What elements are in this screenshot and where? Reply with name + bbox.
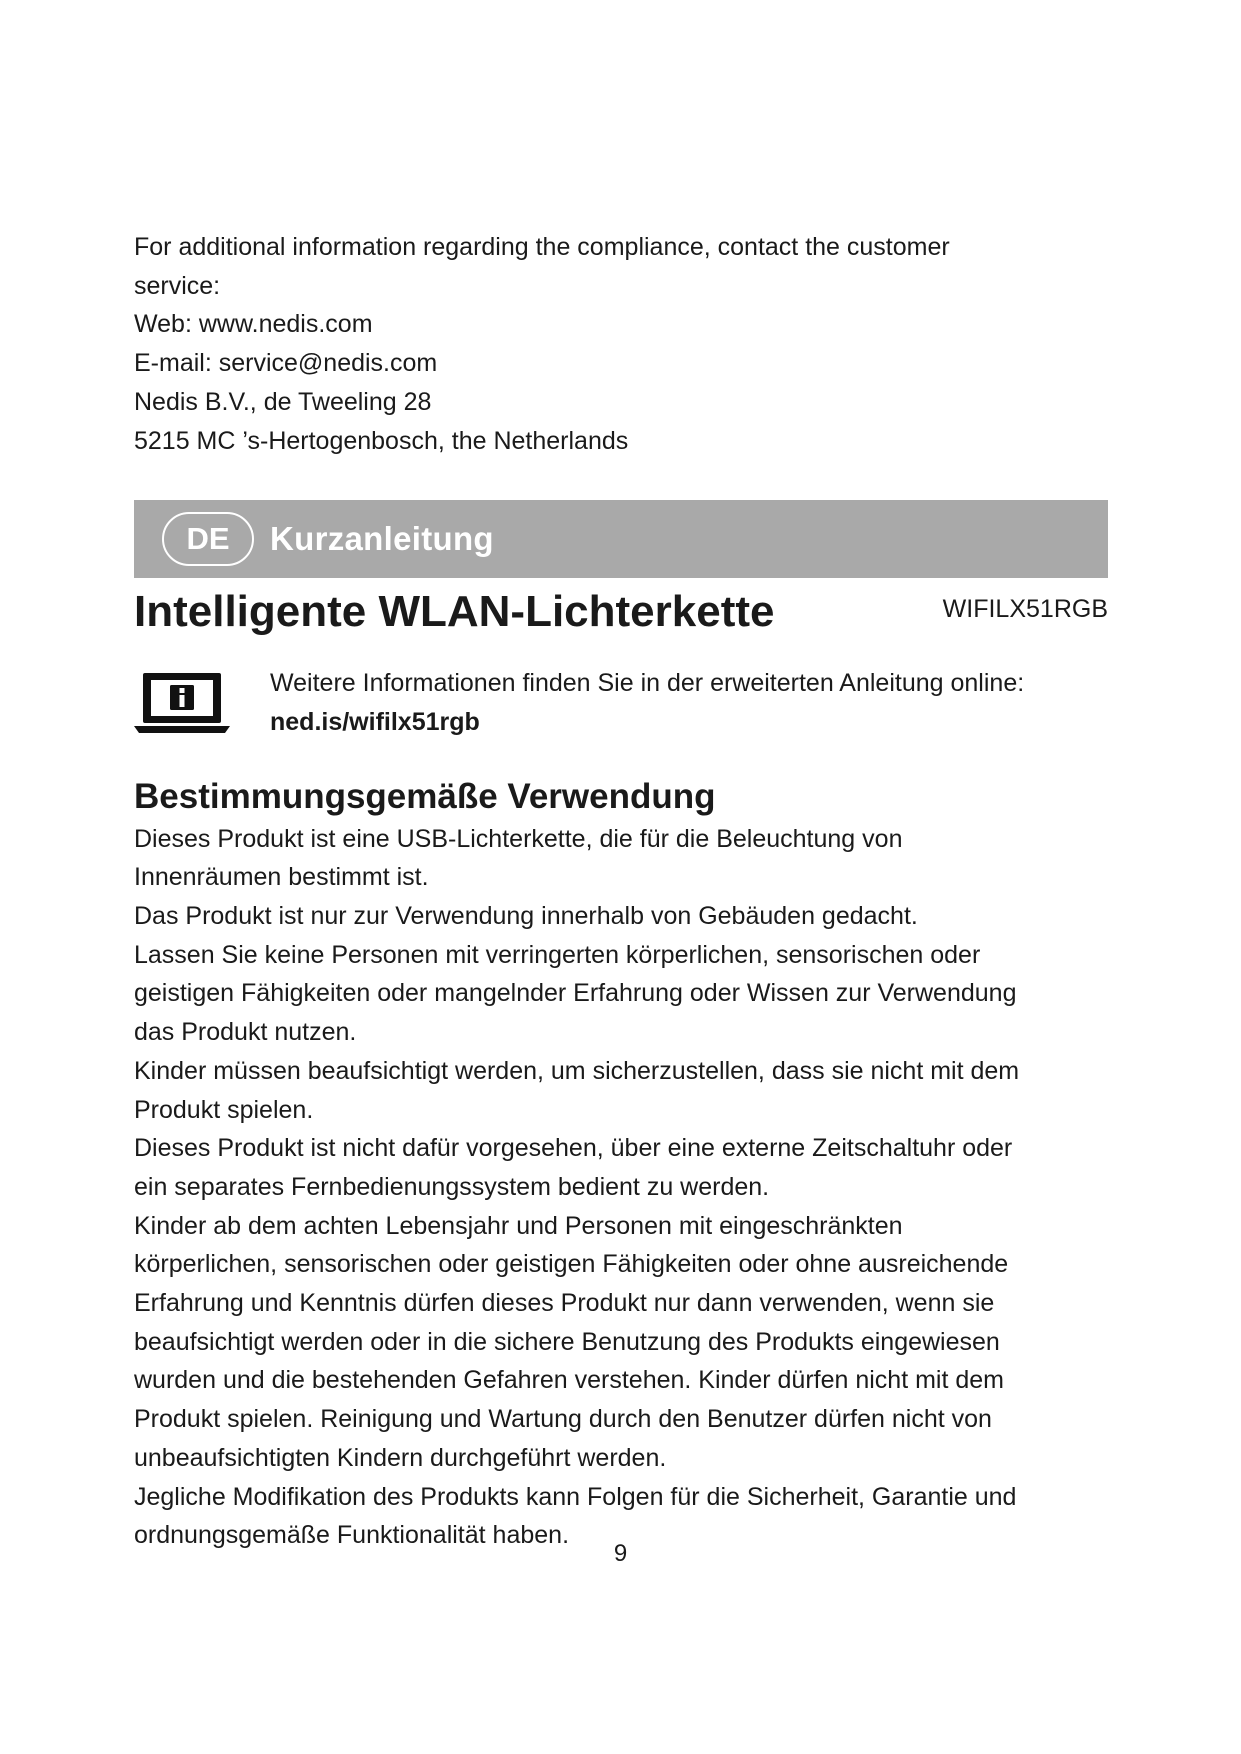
body-line: Jegliche Modifikation des Produkts kann Folgen für die Sicherheit, Garantie und: [134, 1482, 1017, 1511]
product-title-row: [134, 584, 1108, 650]
body-line: Innenräumen bestimmt ist.: [134, 863, 429, 892]
body-line: Das Produkt ist nur zur Verwendung innerhalb von Gebäuden gedacht.: [134, 902, 918, 931]
body-line: Kinder müssen beaufsichtigt werden, um sicherzustellen, dass sie nicht mit dem: [134, 1056, 1020, 1085]
compliance-address-line: Nedis B.V., de Tweeling 28: [134, 387, 432, 416]
body-line: Dieses Produkt ist eine USB-Lichterkette, die für die Beleuchtung von: [134, 824, 903, 853]
laptop-info-icon: [134, 670, 230, 736]
online-manual-info: [134, 664, 1108, 741]
compliance-contact-block: [134, 228, 1108, 460]
document-page: [134, 228, 1108, 1555]
info-text: Weitere Informationen finden Sie in der erweiterten Anleitung online:: [270, 669, 1025, 698]
body-line: ordnungsgemäße Funktionalität haben.: [134, 1521, 570, 1550]
body-line: Produkt spielen. Reinigung und Wartung durch den Benutzer dürfen nicht von: [134, 1405, 992, 1434]
body-line: Produkt spielen.: [134, 1095, 314, 1124]
section-heading-intended-use: Bestimmungsgemäße Verwendung: [134, 776, 716, 816]
language-badge: DE: [162, 512, 254, 566]
language-section-banner: [134, 500, 1108, 578]
compliance-web-line: Web: www.nedis.com: [134, 310, 373, 339]
page-number: 9: [613, 1540, 628, 1567]
compliance-line: For additional information regarding the compliance, contact the customer: [134, 233, 950, 261]
compliance-address-line: 5215 MC ’s-Hertogenbosch, the Netherlands: [134, 426, 629, 455]
product-title: Intelligente WLAN-Lichterkette: [134, 587, 775, 637]
body-line: Lassen Sie keine Personen mit verringerten körperlichen, sensorischen oder: [134, 940, 981, 969]
intended-use-body: [134, 820, 1108, 1555]
body-line: beaufsichtigt werden oder in die sichere Benutzung des Produkts eingewiesen: [134, 1327, 1000, 1356]
body-line: körperlichen, sensorischen oder geistigen Fähigkeiten oder ohne ausreichende: [134, 1250, 1009, 1279]
banner-title: Kurzanleitung: [270, 520, 494, 558]
body-line: das Produkt nutzen.: [134, 1018, 357, 1047]
body-line: Kinder ab dem achten Lebensjahr und Personen mit eingeschränkten: [134, 1211, 903, 1240]
compliance-line: service:: [134, 271, 221, 300]
body-line: ein separates Fernbedienungssystem bedient zu werden.: [134, 1172, 770, 1201]
body-line: unbeaufsichtigten Kindern durchgeführt werden.: [134, 1443, 667, 1472]
product-model-number: WIFILX51RGB: [942, 595, 1108, 624]
manual-link[interactable]: ned.is/wifilx51rgb: [270, 707, 480, 736]
body-line: Dieses Produkt ist nicht dafür vorgesehen, über eine externe Zeitschaltuhr oder: [134, 1134, 1013, 1163]
info-text-block: [270, 664, 1024, 741]
compliance-email-line: E-mail: service@nedis.com: [134, 349, 438, 378]
body-line: Erfahrung und Kenntnis dürfen dieses Produkt nur dann verwenden, wenn sie: [134, 1289, 995, 1318]
body-line: wurden und die bestehenden Gefahren verstehen. Kinder dürfen nicht mit dem: [134, 1366, 1004, 1395]
body-line: geistigen Fähigkeiten oder mangelnder Erfahrung oder Wissen zur Verwendung: [134, 979, 1017, 1008]
